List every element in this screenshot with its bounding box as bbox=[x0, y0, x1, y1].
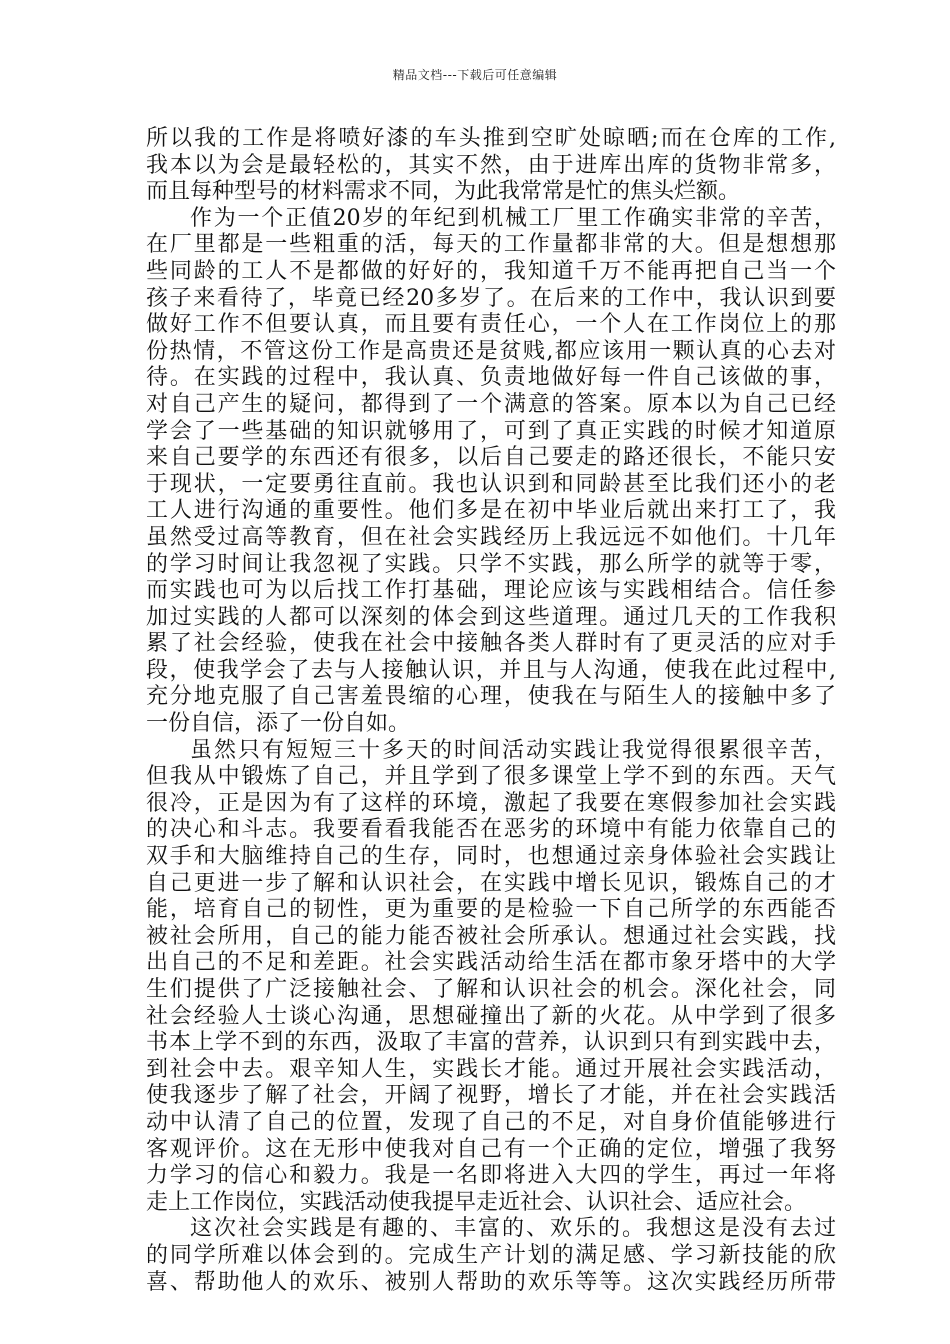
text-line: 这次社会实践是有趣的、丰富的、欢乐的。我想这是没有去过 bbox=[190, 1216, 836, 1242]
text-line: 份热情，不管这份工作是高贵还是贫贱,都应该用一颗认真的心去对 bbox=[146, 338, 836, 364]
text-line: 生们提供了广泛接触社会、了解和认识社会的机会。深化社会，同 bbox=[146, 977, 836, 1002]
text-line: 而且每种型号的材料需求不同，为此我常常是忙的焦头烂额。 bbox=[146, 179, 741, 205]
text-line: 双手和大脑维持自己的生存，同时，也想通过亲身体验社会实践让 bbox=[146, 844, 836, 870]
text-line: 于现状，一定要勇往直前。我也认识到和同龄甚至比我们还小的老 bbox=[146, 471, 836, 497]
page-header: 精品文档---下载后可任意编辑 bbox=[392, 68, 558, 82]
document-body bbox=[146, 126, 836, 1296]
text-line: 我本以为会是最轻松的，其实不然，由于进库出库的货物非常多， bbox=[146, 152, 836, 178]
text-line: 走上工作岗位，实践活动使我提早走近社会、认识社会、适应社会。 bbox=[146, 1189, 807, 1215]
text-line: 加过实践的人都可以深刻的体会到这些道理。通过几天的工作我积 bbox=[146, 604, 836, 630]
text-line: 客观评价。这在无形中使我对自己有一个正确的定位，增强了我努 bbox=[146, 1136, 836, 1162]
text-line: 自己更进一步了解和认识社会，在实践中增长见识，锻炼自己的才 bbox=[146, 870, 836, 896]
text-line: 使我逐步了解了社会，开阔了视野，增长了才能，并在社会实践活 bbox=[146, 1083, 836, 1109]
text-line: 学会了一些基础的知识就够用了，可到了真正实践的时候才知道原 bbox=[146, 418, 836, 444]
text-line: 累了社会经验，使我在社会中接触各类人群时有了更灵活的应对手 bbox=[146, 631, 836, 657]
text-line: 工人进行沟通的重要性。他们多是在初中毕业后就出来打工了，我 bbox=[146, 498, 836, 524]
text-line: 社会经验人士谈心沟通，思想碰撞出了新的火花。从中学到了很多 bbox=[146, 1003, 836, 1029]
text-line: 做好工作不但要认真，而且要有责任心，一个人在工作岗位上的那 bbox=[146, 312, 836, 338]
text-line: 出自己的不足和差距。社会实践活动给生活在都市象牙塔中的大学 bbox=[146, 950, 836, 976]
text-line: 作为一个正值20岁的年纪到机械工厂里工作确实非常的辛苦， bbox=[190, 205, 836, 231]
text-line: 虽然只有短短三十多天的时间活动实践让我觉得很累很辛苦， bbox=[190, 737, 836, 763]
text-line: 在厂里都是一些粗重的活，每天的工作量都非常的大。但是想想那 bbox=[146, 232, 836, 258]
text-line: 但我从中锻炼了自己，并且学到了很多课堂上学不到的东西。天气 bbox=[146, 764, 836, 790]
text-line: 段，使我学会了去与人接触认识，并且与人沟通，使我在此过程中, bbox=[146, 657, 836, 683]
text-line: 所以我的工作是将喷好漆的车头推到空旷处晾晒;而在仓库的工作, bbox=[146, 126, 836, 151]
text-line: 喜、帮助他人的欢乐、被别人帮助的欢乐等等。这次实践经历所带 bbox=[146, 1269, 836, 1295]
text-line: 能，培育自己的韧性，更为重要的是检验一下自己所学的东西能否 bbox=[146, 897, 836, 923]
text-line: 充分地克服了自己害羞畏缩的心理，使我在与陌生人的接触中多了 bbox=[146, 684, 836, 710]
text-line: 些同龄的工人不是都做的好好的，我知道千万不能再把自己当一个 bbox=[146, 258, 836, 284]
text-line: 虽然受过高等教育，但在社会实践经历上我远远不如他们。十几年 bbox=[146, 524, 836, 550]
text-line: 力学习的信心和毅力。我是一名即将进入大四的学生，再过一年将 bbox=[146, 1163, 836, 1189]
paragraph bbox=[146, 206, 836, 738]
paragraph bbox=[146, 1216, 836, 1296]
text-line: 来自己要学的东西还有很多，以后自己要走的路还很长，不能只安 bbox=[146, 445, 836, 471]
text-line: 的学习时间让我忽视了实践。只学不实践，那么所学的就等于零， bbox=[146, 551, 836, 577]
text-line: 很冷，正是因为有了这样的环境，激起了我要在寒假参加社会实践 bbox=[146, 790, 836, 816]
text-line: 的同学所难以体会到的。完成生产计划的满足感、学习新技能的欣 bbox=[146, 1242, 836, 1268]
paragraph bbox=[146, 738, 836, 1217]
text-line: 的决心和斗志。我要看看我能否在恶劣的环境中有能力依靠自己的 bbox=[146, 817, 836, 843]
text-line: 动中认清了自己的位置，发现了自己的不足，对自身价值能够进行 bbox=[146, 1109, 836, 1135]
text-line: 而实践也可为以后找工作打基础，理论应该与实践相结合。信任参 bbox=[146, 578, 836, 604]
text-line: 待。在实践的过程中，我认真、负责地做好每一件自己该做的事， bbox=[146, 365, 836, 391]
text-line: 到社会中去。艰辛知人生，实践长才能。通过开展社会实践活动， bbox=[146, 1056, 836, 1082]
text-line: 一份自信，添了一份自如。 bbox=[146, 711, 411, 737]
text-line: 书本上学不到的东西，汲取了丰富的营养，认识到只有到实践中去， bbox=[146, 1030, 836, 1056]
text-line: 对自己产生的疑问，都得到了一个满意的答案。原本以为自己已经 bbox=[146, 391, 836, 417]
text-line: 被社会所用，自己的能力能否被社会所承认。想通过社会实践，找 bbox=[146, 923, 836, 949]
paragraph bbox=[146, 126, 836, 206]
text-line: 孩子来看待了，毕竟已经20多岁了。在后来的工作中，我认识到要 bbox=[146, 285, 836, 311]
